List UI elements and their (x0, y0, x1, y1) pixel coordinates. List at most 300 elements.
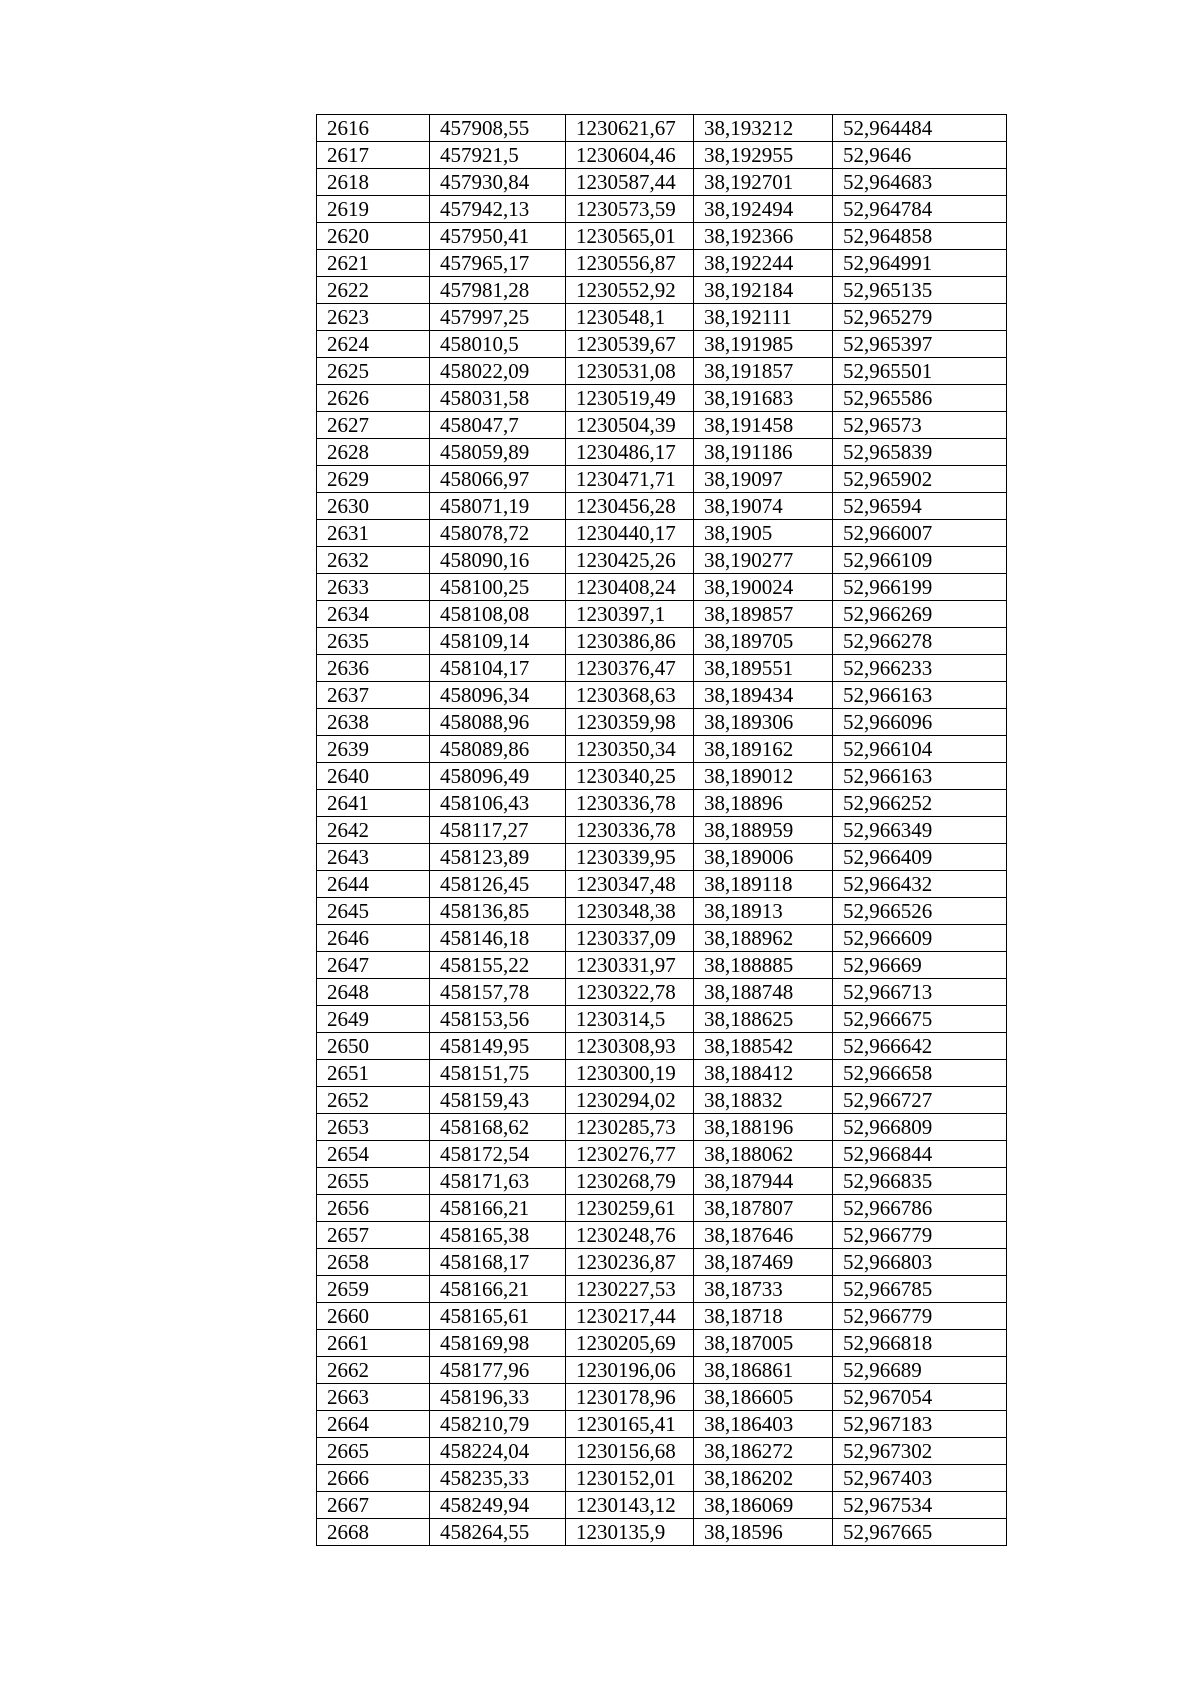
longitude-cell: 38,187646 (694, 1222, 833, 1249)
longitude-cell: 38,189012 (694, 763, 833, 790)
longitude-cell: 38,186605 (694, 1384, 833, 1411)
point-number-cell: 2651 (317, 1060, 430, 1087)
x-coordinate-cell: 458090,16 (430, 547, 566, 574)
latitude-cell: 52,966163 (833, 682, 1007, 709)
table-row (317, 1303, 1007, 1330)
longitude-cell: 38,189118 (694, 871, 833, 898)
point-number-cell: 2662 (317, 1357, 430, 1384)
x-coordinate-cell: 458146,18 (430, 925, 566, 952)
x-coordinate-cell: 458104,17 (430, 655, 566, 682)
x-coordinate-cell: 458066,97 (430, 466, 566, 493)
table-row (317, 979, 1007, 1006)
y-coordinate-cell: 1230556,87 (566, 250, 694, 277)
x-coordinate-cell: 457908,55 (430, 115, 566, 142)
y-coordinate-cell: 1230152,01 (566, 1465, 694, 1492)
table-row (317, 1492, 1007, 1519)
x-coordinate-cell: 458166,21 (430, 1276, 566, 1303)
longitude-cell: 38,188959 (694, 817, 833, 844)
point-number-cell: 2664 (317, 1411, 430, 1438)
point-number-cell: 2617 (317, 142, 430, 169)
longitude-cell: 38,18596 (694, 1519, 833, 1546)
point-number-cell: 2620 (317, 223, 430, 250)
longitude-cell: 38,188962 (694, 925, 833, 952)
x-coordinate-cell: 458059,89 (430, 439, 566, 466)
table-row (317, 547, 1007, 574)
x-coordinate-cell: 458165,38 (430, 1222, 566, 1249)
y-coordinate-cell: 1230456,28 (566, 493, 694, 520)
longitude-cell: 38,189162 (694, 736, 833, 763)
longitude-cell: 38,188062 (694, 1141, 833, 1168)
x-coordinate-cell: 458166,21 (430, 1195, 566, 1222)
y-coordinate-cell: 1230621,67 (566, 115, 694, 142)
latitude-cell: 52,966658 (833, 1060, 1007, 1087)
latitude-cell: 52,967534 (833, 1492, 1007, 1519)
point-number-cell: 2626 (317, 385, 430, 412)
y-coordinate-cell: 1230531,08 (566, 358, 694, 385)
x-coordinate-cell: 458089,86 (430, 736, 566, 763)
point-number-cell: 2638 (317, 709, 430, 736)
y-coordinate-cell: 1230486,17 (566, 439, 694, 466)
point-number-cell: 2657 (317, 1222, 430, 1249)
coordinates-table (316, 114, 1007, 1546)
latitude-cell: 52,966349 (833, 817, 1007, 844)
y-coordinate-cell: 1230548,1 (566, 304, 694, 331)
point-number-cell: 2623 (317, 304, 430, 331)
latitude-cell: 52,965501 (833, 358, 1007, 385)
latitude-cell: 52,965135 (833, 277, 1007, 304)
longitude-cell: 38,18913 (694, 898, 833, 925)
latitude-cell: 52,965397 (833, 331, 1007, 358)
latitude-cell: 52,964858 (833, 223, 1007, 250)
latitude-cell: 52,966779 (833, 1222, 1007, 1249)
latitude-cell: 52,967302 (833, 1438, 1007, 1465)
point-number-cell: 2627 (317, 412, 430, 439)
y-coordinate-cell: 1230248,76 (566, 1222, 694, 1249)
x-coordinate-cell: 458159,43 (430, 1087, 566, 1114)
x-coordinate-cell: 458264,55 (430, 1519, 566, 1546)
longitude-cell: 38,188748 (694, 979, 833, 1006)
table-row (317, 358, 1007, 385)
longitude-cell: 38,192244 (694, 250, 833, 277)
point-number-cell: 2630 (317, 493, 430, 520)
x-coordinate-cell: 458224,04 (430, 1438, 566, 1465)
y-coordinate-cell: 1230425,26 (566, 547, 694, 574)
latitude-cell: 52,966727 (833, 1087, 1007, 1114)
longitude-cell: 38,186069 (694, 1492, 833, 1519)
y-coordinate-cell: 1230565,01 (566, 223, 694, 250)
table-row (317, 520, 1007, 547)
point-number-cell: 2643 (317, 844, 430, 871)
table-row (317, 1249, 1007, 1276)
point-number-cell: 2661 (317, 1330, 430, 1357)
latitude-cell: 52,964784 (833, 196, 1007, 223)
y-coordinate-cell: 1230227,53 (566, 1276, 694, 1303)
y-coordinate-cell: 1230205,69 (566, 1330, 694, 1357)
y-coordinate-cell: 1230552,92 (566, 277, 694, 304)
longitude-cell: 38,189006 (694, 844, 833, 871)
point-number-cell: 2641 (317, 790, 430, 817)
y-coordinate-cell: 1230440,17 (566, 520, 694, 547)
y-coordinate-cell: 1230165,41 (566, 1411, 694, 1438)
latitude-cell: 52,96689 (833, 1357, 1007, 1384)
table-row (317, 277, 1007, 304)
latitude-cell: 52,966199 (833, 574, 1007, 601)
longitude-cell: 38,191985 (694, 331, 833, 358)
x-coordinate-cell: 458096,34 (430, 682, 566, 709)
longitude-cell: 38,18733 (694, 1276, 833, 1303)
y-coordinate-cell: 1230587,44 (566, 169, 694, 196)
table-row (317, 1519, 1007, 1546)
longitude-cell: 38,187807 (694, 1195, 833, 1222)
x-coordinate-cell: 458126,45 (430, 871, 566, 898)
y-coordinate-cell: 1230386,86 (566, 628, 694, 655)
point-number-cell: 2632 (317, 547, 430, 574)
point-number-cell: 2645 (317, 898, 430, 925)
longitude-cell: 38,186272 (694, 1438, 833, 1465)
point-number-cell: 2667 (317, 1492, 430, 1519)
point-number-cell: 2622 (317, 277, 430, 304)
point-number-cell: 2642 (317, 817, 430, 844)
latitude-cell: 52,966844 (833, 1141, 1007, 1168)
longitude-cell: 38,192955 (694, 142, 833, 169)
latitude-cell: 52,966104 (833, 736, 1007, 763)
y-coordinate-cell: 1230322,78 (566, 979, 694, 1006)
y-coordinate-cell: 1230331,97 (566, 952, 694, 979)
longitude-cell: 38,188542 (694, 1033, 833, 1060)
latitude-cell: 52,967403 (833, 1465, 1007, 1492)
point-number-cell: 2631 (317, 520, 430, 547)
longitude-cell: 38,192366 (694, 223, 833, 250)
latitude-cell: 52,966809 (833, 1114, 1007, 1141)
latitude-cell: 52,966609 (833, 925, 1007, 952)
latitude-cell: 52,966779 (833, 1303, 1007, 1330)
table-row (317, 1168, 1007, 1195)
longitude-cell: 38,191857 (694, 358, 833, 385)
x-coordinate-cell: 458168,62 (430, 1114, 566, 1141)
point-number-cell: 2663 (317, 1384, 430, 1411)
y-coordinate-cell: 1230294,02 (566, 1087, 694, 1114)
point-number-cell: 2658 (317, 1249, 430, 1276)
longitude-cell: 38,186861 (694, 1357, 833, 1384)
table-row (317, 682, 1007, 709)
y-coordinate-cell: 1230359,98 (566, 709, 694, 736)
table-row (317, 574, 1007, 601)
point-number-cell: 2655 (317, 1168, 430, 1195)
latitude-cell: 52,966835 (833, 1168, 1007, 1195)
table-row (317, 196, 1007, 223)
table-row (317, 628, 1007, 655)
y-coordinate-cell: 1230178,96 (566, 1384, 694, 1411)
x-coordinate-cell: 458177,96 (430, 1357, 566, 1384)
y-coordinate-cell: 1230368,63 (566, 682, 694, 709)
table-row (317, 1438, 1007, 1465)
table-row (317, 601, 1007, 628)
table-row (317, 1384, 1007, 1411)
latitude-cell: 52,966096 (833, 709, 1007, 736)
point-number-cell: 2634 (317, 601, 430, 628)
coordinates-table-body (317, 115, 1007, 1546)
point-number-cell: 2660 (317, 1303, 430, 1330)
x-coordinate-cell: 458088,96 (430, 709, 566, 736)
y-coordinate-cell: 1230156,68 (566, 1438, 694, 1465)
x-coordinate-cell: 458010,5 (430, 331, 566, 358)
table-row (317, 1411, 1007, 1438)
x-coordinate-cell: 458100,25 (430, 574, 566, 601)
x-coordinate-cell: 458108,08 (430, 601, 566, 628)
latitude-cell: 52,966786 (833, 1195, 1007, 1222)
x-coordinate-cell: 457981,28 (430, 277, 566, 304)
y-coordinate-cell: 1230196,06 (566, 1357, 694, 1384)
point-number-cell: 2625 (317, 358, 430, 385)
latitude-cell: 52,965902 (833, 466, 1007, 493)
longitude-cell: 38,189434 (694, 682, 833, 709)
x-coordinate-cell: 458172,54 (430, 1141, 566, 1168)
point-number-cell: 2668 (317, 1519, 430, 1546)
point-number-cell: 2648 (317, 979, 430, 1006)
y-coordinate-cell: 1230236,87 (566, 1249, 694, 1276)
table-row (317, 925, 1007, 952)
x-coordinate-cell: 458149,95 (430, 1033, 566, 1060)
longitude-cell: 38,192184 (694, 277, 833, 304)
table-row (317, 871, 1007, 898)
longitude-cell: 38,186403 (694, 1411, 833, 1438)
table-row (317, 466, 1007, 493)
table-row (317, 412, 1007, 439)
point-number-cell: 2621 (317, 250, 430, 277)
table-row (317, 250, 1007, 277)
y-coordinate-cell: 1230285,73 (566, 1114, 694, 1141)
y-coordinate-cell: 1230408,24 (566, 574, 694, 601)
point-number-cell: 2619 (317, 196, 430, 223)
x-coordinate-cell: 458151,75 (430, 1060, 566, 1087)
latitude-cell: 52,967183 (833, 1411, 1007, 1438)
latitude-cell: 52,96573 (833, 412, 1007, 439)
y-coordinate-cell: 1230340,25 (566, 763, 694, 790)
longitude-cell: 38,18896 (694, 790, 833, 817)
x-coordinate-cell: 458106,43 (430, 790, 566, 817)
point-number-cell: 2646 (317, 925, 430, 952)
longitude-cell: 38,1905 (694, 520, 833, 547)
x-coordinate-cell: 458155,22 (430, 952, 566, 979)
point-number-cell: 2659 (317, 1276, 430, 1303)
table-row (317, 763, 1007, 790)
longitude-cell: 38,19074 (694, 493, 833, 520)
y-coordinate-cell: 1230143,12 (566, 1492, 694, 1519)
latitude-cell: 52,966233 (833, 655, 1007, 682)
table-row (317, 493, 1007, 520)
table-row (317, 1060, 1007, 1087)
y-coordinate-cell: 1230539,67 (566, 331, 694, 358)
y-coordinate-cell: 1230268,79 (566, 1168, 694, 1195)
point-number-cell: 2639 (317, 736, 430, 763)
y-coordinate-cell: 1230135,9 (566, 1519, 694, 1546)
latitude-cell: 52,966252 (833, 790, 1007, 817)
longitude-cell: 38,192111 (694, 304, 833, 331)
point-number-cell: 2656 (317, 1195, 430, 1222)
latitude-cell: 52,966803 (833, 1249, 1007, 1276)
y-coordinate-cell: 1230350,34 (566, 736, 694, 763)
x-coordinate-cell: 457950,41 (430, 223, 566, 250)
x-coordinate-cell: 457942,13 (430, 196, 566, 223)
longitude-cell: 38,193212 (694, 115, 833, 142)
x-coordinate-cell: 458249,94 (430, 1492, 566, 1519)
point-number-cell: 2647 (317, 952, 430, 979)
y-coordinate-cell: 1230276,77 (566, 1141, 694, 1168)
y-coordinate-cell: 1230336,78 (566, 790, 694, 817)
point-number-cell: 2618 (317, 169, 430, 196)
x-coordinate-cell: 458123,89 (430, 844, 566, 871)
table-row (317, 1357, 1007, 1384)
x-coordinate-cell: 457965,17 (430, 250, 566, 277)
point-number-cell: 2637 (317, 682, 430, 709)
latitude-cell: 52,966007 (833, 520, 1007, 547)
y-coordinate-cell: 1230337,09 (566, 925, 694, 952)
point-number-cell: 2616 (317, 115, 430, 142)
table-row (317, 817, 1007, 844)
latitude-cell: 52,966278 (833, 628, 1007, 655)
x-coordinate-cell: 458136,85 (430, 898, 566, 925)
longitude-cell: 38,190024 (694, 574, 833, 601)
x-coordinate-cell: 458165,61 (430, 1303, 566, 1330)
point-number-cell: 2636 (317, 655, 430, 682)
y-coordinate-cell: 1230519,49 (566, 385, 694, 412)
x-coordinate-cell: 457921,5 (430, 142, 566, 169)
latitude-cell: 52,967054 (833, 1384, 1007, 1411)
longitude-cell: 38,189705 (694, 628, 833, 655)
y-coordinate-cell: 1230348,38 (566, 898, 694, 925)
longitude-cell: 38,187469 (694, 1249, 833, 1276)
table-row (317, 1276, 1007, 1303)
x-coordinate-cell: 458153,56 (430, 1006, 566, 1033)
x-coordinate-cell: 458031,58 (430, 385, 566, 412)
point-number-cell: 2635 (317, 628, 430, 655)
table-row (317, 736, 1007, 763)
x-coordinate-cell: 458096,49 (430, 763, 566, 790)
point-number-cell: 2652 (317, 1087, 430, 1114)
latitude-cell: 52,966269 (833, 601, 1007, 628)
table-row (317, 385, 1007, 412)
y-coordinate-cell: 1230376,47 (566, 655, 694, 682)
latitude-cell: 52,966526 (833, 898, 1007, 925)
table-row (317, 1330, 1007, 1357)
latitude-cell: 52,966713 (833, 979, 1007, 1006)
latitude-cell: 52,964991 (833, 250, 1007, 277)
x-coordinate-cell: 457997,25 (430, 304, 566, 331)
point-number-cell: 2666 (317, 1465, 430, 1492)
longitude-cell: 38,192701 (694, 169, 833, 196)
point-number-cell: 2654 (317, 1141, 430, 1168)
latitude-cell: 52,966818 (833, 1330, 1007, 1357)
latitude-cell: 52,966642 (833, 1033, 1007, 1060)
longitude-cell: 38,187944 (694, 1168, 833, 1195)
table-row (317, 223, 1007, 250)
table-row (317, 1222, 1007, 1249)
x-coordinate-cell: 458117,27 (430, 817, 566, 844)
y-coordinate-cell: 1230339,95 (566, 844, 694, 871)
latitude-cell: 52,965279 (833, 304, 1007, 331)
point-number-cell: 2665 (317, 1438, 430, 1465)
table-row (317, 844, 1007, 871)
y-coordinate-cell: 1230504,39 (566, 412, 694, 439)
x-coordinate-cell: 457930,84 (430, 169, 566, 196)
longitude-cell: 38,188196 (694, 1114, 833, 1141)
table-row (317, 790, 1007, 817)
longitude-cell: 38,191186 (694, 439, 833, 466)
x-coordinate-cell: 458235,33 (430, 1465, 566, 1492)
table-row (317, 655, 1007, 682)
longitude-cell: 38,191683 (694, 385, 833, 412)
longitude-cell: 38,188412 (694, 1060, 833, 1087)
y-coordinate-cell: 1230308,93 (566, 1033, 694, 1060)
table-row (317, 304, 1007, 331)
longitude-cell: 38,187005 (694, 1330, 833, 1357)
longitude-cell: 38,190277 (694, 547, 833, 574)
point-number-cell: 2644 (317, 871, 430, 898)
point-number-cell: 2650 (317, 1033, 430, 1060)
longitude-cell: 38,189551 (694, 655, 833, 682)
longitude-cell: 38,18718 (694, 1303, 833, 1330)
x-coordinate-cell: 458171,63 (430, 1168, 566, 1195)
y-coordinate-cell: 1230604,46 (566, 142, 694, 169)
y-coordinate-cell: 1230259,61 (566, 1195, 694, 1222)
table-row (317, 1114, 1007, 1141)
table-row (317, 1141, 1007, 1168)
y-coordinate-cell: 1230217,44 (566, 1303, 694, 1330)
latitude-cell: 52,966163 (833, 763, 1007, 790)
table-row (317, 439, 1007, 466)
point-number-cell: 2640 (317, 763, 430, 790)
table-row (317, 142, 1007, 169)
y-coordinate-cell: 1230397,1 (566, 601, 694, 628)
table-row (317, 1465, 1007, 1492)
longitude-cell: 38,19097 (694, 466, 833, 493)
latitude-cell: 52,966675 (833, 1006, 1007, 1033)
x-coordinate-cell: 458168,17 (430, 1249, 566, 1276)
point-number-cell: 2633 (317, 574, 430, 601)
point-number-cell: 2628 (317, 439, 430, 466)
longitude-cell: 38,189857 (694, 601, 833, 628)
x-coordinate-cell: 458022,09 (430, 358, 566, 385)
y-coordinate-cell: 1230573,59 (566, 196, 694, 223)
y-coordinate-cell: 1230471,71 (566, 466, 694, 493)
x-coordinate-cell: 458157,78 (430, 979, 566, 1006)
x-coordinate-cell: 458169,98 (430, 1330, 566, 1357)
longitude-cell: 38,189306 (694, 709, 833, 736)
x-coordinate-cell: 458078,72 (430, 520, 566, 547)
table-row (317, 898, 1007, 925)
table-row (317, 169, 1007, 196)
table-row (317, 1087, 1007, 1114)
table-row (317, 1033, 1007, 1060)
table-row (317, 709, 1007, 736)
point-number-cell: 2629 (317, 466, 430, 493)
x-coordinate-cell: 458210,79 (430, 1411, 566, 1438)
y-coordinate-cell: 1230336,78 (566, 817, 694, 844)
latitude-cell: 52,966409 (833, 844, 1007, 871)
latitude-cell: 52,965586 (833, 385, 1007, 412)
longitude-cell: 38,188885 (694, 952, 833, 979)
latitude-cell: 52,96669 (833, 952, 1007, 979)
y-coordinate-cell: 1230314,5 (566, 1006, 694, 1033)
y-coordinate-cell: 1230300,19 (566, 1060, 694, 1087)
point-number-cell: 2653 (317, 1114, 430, 1141)
table-row (317, 952, 1007, 979)
latitude-cell: 52,964484 (833, 115, 1007, 142)
longitude-cell: 38,18832 (694, 1087, 833, 1114)
latitude-cell: 52,966785 (833, 1276, 1007, 1303)
y-coordinate-cell: 1230347,48 (566, 871, 694, 898)
x-coordinate-cell: 458071,19 (430, 493, 566, 520)
